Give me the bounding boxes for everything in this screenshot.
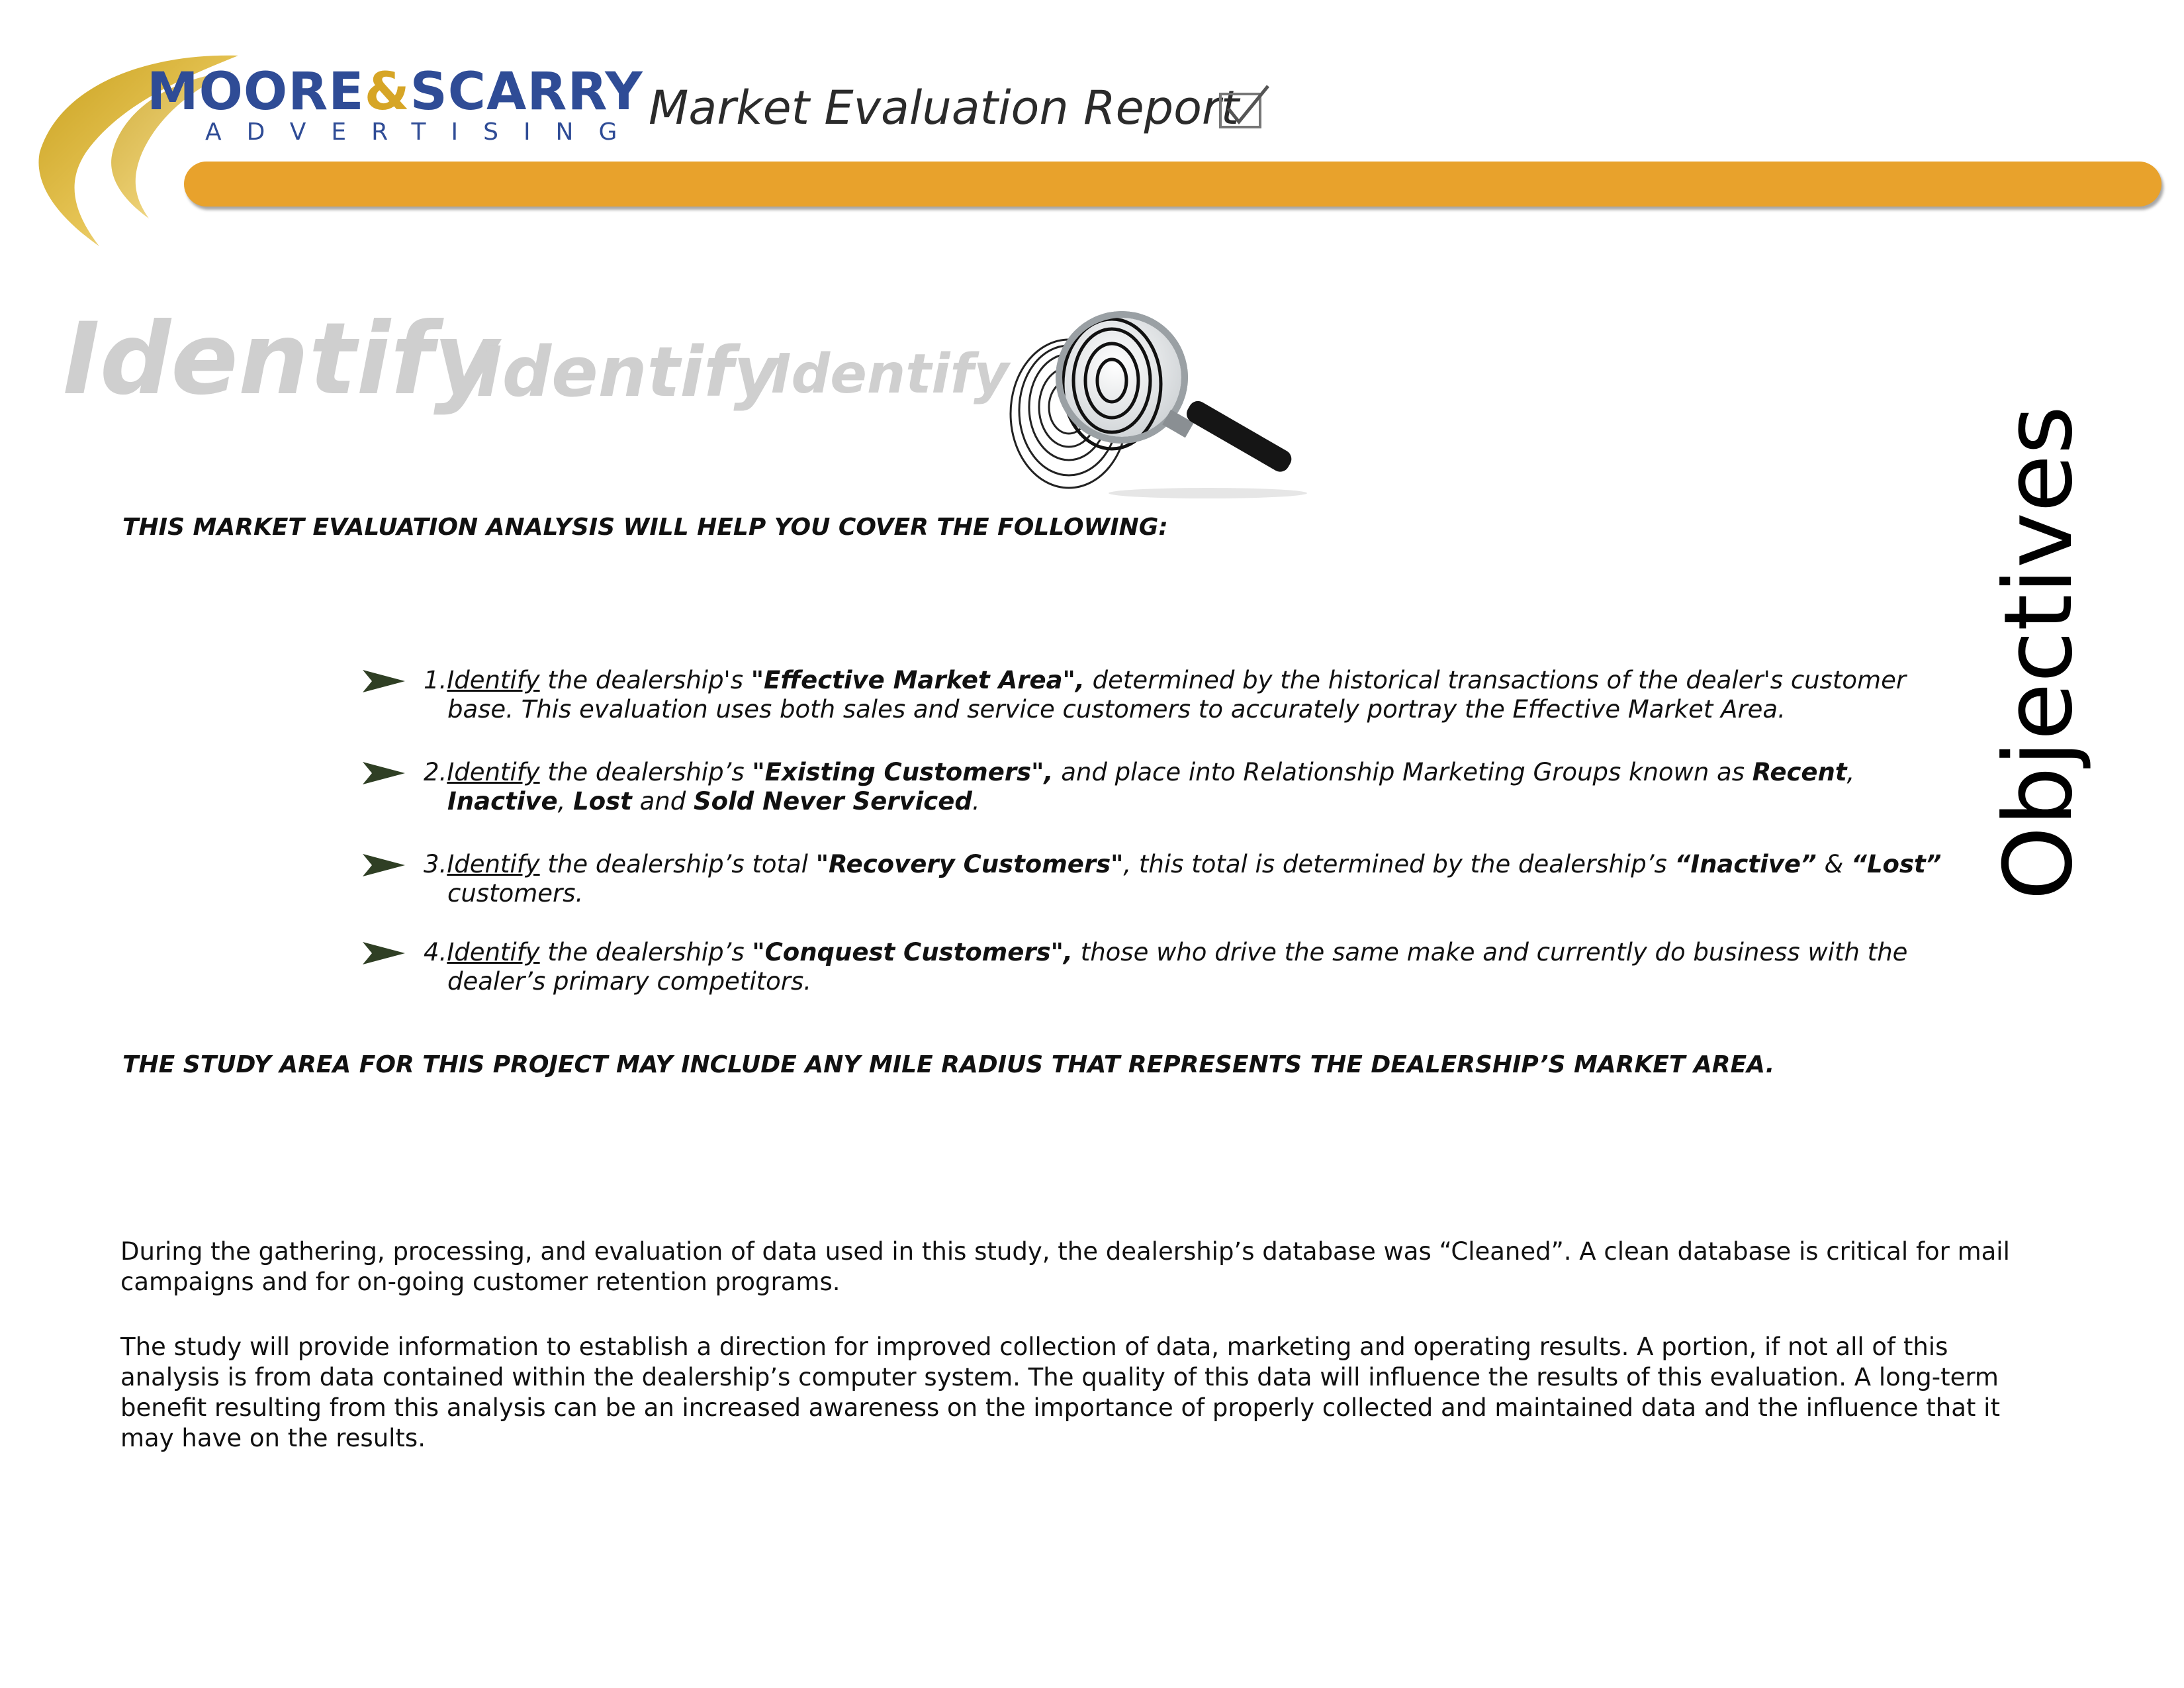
- report-title: Market Evaluation Report: [649, 81, 1240, 135]
- identify-watermark-large: Identify: [63, 302, 498, 417]
- identify-watermark-small: Identify: [771, 343, 1009, 406]
- objective-item-2: 2.Identify the dealership’s "Existing Customers", and place into Relationship Marketing Groups known as Recent, Inactive, Lost and Sold Never Serviced.: [424, 758, 1855, 816]
- checkbox-check-icon: [1218, 85, 1271, 131]
- intro-heading: THIS MARKET EVALUATION ANALYSIS WILL HELP YOU COVER THE FOLLOWING:: [122, 514, 1168, 541]
- logo-subtitle: ADVERTISING: [205, 118, 643, 146]
- bullet-arrow-icon: [363, 762, 405, 784]
- header-divider-bar: [184, 162, 2161, 207]
- objective-item-3: 3.Identify the dealership’s total "Recovery Customers", this total is determined by the dealership’s “Inactive” & “Lost” customers.: [424, 850, 1942, 908]
- bullet-arrow-icon: [363, 942, 405, 964]
- identify-watermark-medium: Identify: [477, 332, 779, 412]
- logo-wordmark: MOORE&SCARRY: [147, 62, 643, 122]
- objective-item-1: 1.Identify the dealership's "Effective Market Area", determined by the historical transactions of the dealer's customer base. This evaluation uses both sales and service customers to accurately portray the Effective Market Area.: [424, 666, 1907, 724]
- bullet-arrow-icon: [363, 670, 405, 692]
- objective-item-4: 4.Identify the dealership’s "Conquest Customers", those who drive the same make and currently do business with the dealer’s primary competitors.: [424, 938, 1908, 996]
- objectives-side-label: Objectives: [1984, 405, 2093, 900]
- paragraph-data-cleaning: During the gathering, processing, and evaluation of data used in this study, the dealership’s database was “Cleaned”. A clean database is critical for mail campaigns and for on-going customer retention programs.: [120, 1237, 2010, 1296]
- magnifier-fingerprint-icon: [983, 301, 1307, 500]
- study-area-heading: THE STUDY AREA FOR THIS PROJECT MAY INCLUDE ANY MILE RADIUS THAT REPRESENTS THE DEALERSHIP’S MARKET AREA.: [122, 1051, 1775, 1078]
- paragraph-study-information: The study will provide information to establish a direction for improved collection of data, marketing and operating results. A portion, if not all of this analysis is from data contained within the dealership’s computer system. The quality of this data will influence the results of this evaluation. A long-term benefit resulting from this analysis can be an increased awareness on the importance of properly collected and maintained data and the influence that it may have on the results.: [120, 1333, 2000, 1452]
- bullet-arrow-icon: [363, 854, 405, 876]
